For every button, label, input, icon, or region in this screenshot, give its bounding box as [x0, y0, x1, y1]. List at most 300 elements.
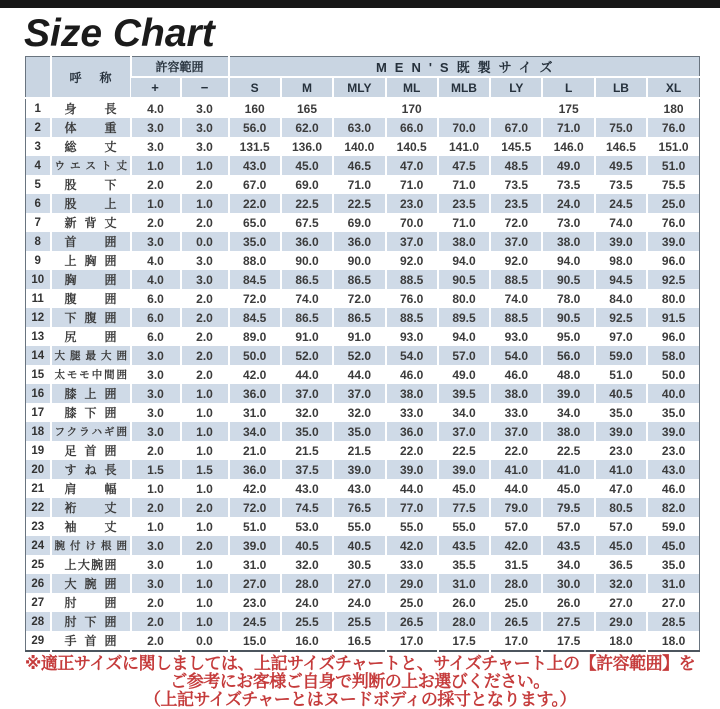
- size-value-ml: 33.0: [386, 403, 438, 422]
- size-value-xl: 40.0: [647, 384, 699, 403]
- table-row: [26, 308, 700, 327]
- row-number: 29: [31, 634, 45, 647]
- size-value-mlb: 57.0: [438, 346, 490, 365]
- size-value-mlb: 80.0: [438, 289, 490, 308]
- row-number: 5: [34, 178, 41, 191]
- tolerance-minus: 1.0: [181, 479, 229, 498]
- size-note-line-1: ※適正サイズに関しましては、上記サイズチャートと、サイズチャート上の【許容範囲】を: [24, 654, 696, 673]
- size-value-ly: 46.0: [490, 365, 542, 384]
- tolerance-minus: 2.0: [181, 213, 229, 232]
- size-value-lb: 39.0: [595, 422, 647, 441]
- size-value-mlb: 39.5: [438, 384, 490, 403]
- tolerance-plus: 3.0: [131, 118, 181, 137]
- size-value-xl: 82.0: [647, 498, 699, 517]
- header-minus: −: [181, 77, 229, 98]
- size-value-m: 36.0: [281, 232, 333, 251]
- size-value-s: 72.0: [229, 289, 281, 308]
- size-value-mly: 86.5: [333, 270, 385, 289]
- size-value-ml: 26.5: [386, 612, 438, 631]
- size-value-m: 32.0: [281, 403, 333, 422]
- tolerance-plus: 2.0: [131, 213, 181, 232]
- measurement-name: すね長: [51, 460, 131, 479]
- size-value-l: 95.0: [542, 327, 594, 346]
- size-value-mly: 44.0: [333, 365, 385, 384]
- tolerance-plus: 2.0: [131, 612, 181, 631]
- header-size-lb: LB: [595, 77, 647, 98]
- size-value-m: 62.0: [281, 118, 333, 137]
- measurement-name: 首囲: [51, 232, 131, 251]
- size-value-lb: 80.5: [595, 498, 647, 517]
- size-value-lb: 18.0: [595, 631, 647, 651]
- tolerance-minus: 1.0: [181, 422, 229, 441]
- size-value-s: 84.5: [229, 270, 281, 289]
- row-number: 19: [31, 444, 45, 457]
- size-value-mlb: 34.0: [438, 403, 490, 422]
- tolerance-plus: 3.0: [131, 536, 181, 555]
- size-value-ly: 38.0: [490, 384, 542, 403]
- tolerance-plus: 6.0: [131, 308, 181, 327]
- size-value-ly: 145.5: [490, 137, 542, 156]
- measurement-name: 胸囲: [51, 270, 131, 289]
- size-value-ly: 23.5: [490, 194, 542, 213]
- size-value-l: 38.0: [542, 422, 594, 441]
- size-value-lb: 75.0: [595, 118, 647, 137]
- size-value-s: 23.0: [229, 593, 281, 612]
- size-value-ly: 31.5: [490, 555, 542, 574]
- size-value-lb: 47.0: [595, 479, 647, 498]
- table-row: [26, 403, 700, 422]
- tolerance-minus: 1.0: [181, 555, 229, 574]
- tolerance-plus: 3.0: [131, 137, 181, 156]
- size-value-mlb: 28.0: [438, 612, 490, 631]
- size-value-ml: 23.0: [386, 194, 438, 213]
- size-value-mly: 71.0: [333, 175, 385, 194]
- size-value-mly: 40.5: [333, 536, 385, 555]
- size-value-lb: 32.0: [595, 574, 647, 593]
- tolerance-plus: 3.0: [131, 346, 181, 365]
- size-value-l: 26.0: [542, 593, 594, 612]
- size-value-xl: 76.0: [647, 213, 699, 232]
- size-value-l: 73.5: [542, 175, 594, 194]
- size-value-mlb: 23.5: [438, 194, 490, 213]
- header-row-groups: [26, 57, 700, 78]
- size-value-xl: 96.0: [647, 251, 699, 270]
- tolerance-plus: 2.0: [131, 175, 181, 194]
- size-value-l: 43.5: [542, 536, 594, 555]
- size-value-s: 39.0: [229, 536, 281, 555]
- size-value-ml: 54.0: [386, 346, 438, 365]
- size-value-mly: 46.5: [333, 156, 385, 175]
- size-value-s: 84.5: [229, 308, 281, 327]
- row-number: 15: [31, 368, 45, 381]
- tolerance-minus: 0.0: [181, 232, 229, 251]
- size-value-xl: 96.0: [647, 327, 699, 346]
- size-value-m: 86.5: [281, 270, 333, 289]
- size-value-mlb: 49.0: [438, 365, 490, 384]
- size-value-m: 32.0: [281, 555, 333, 574]
- row-number: 1: [34, 102, 41, 115]
- size-value-mlb: 55.0: [438, 517, 490, 536]
- header-size-mly: MLY: [333, 77, 385, 98]
- size-value-l: 57.0: [542, 517, 594, 536]
- tolerance-minus: 2.0: [181, 175, 229, 194]
- size-value-ml: 55.0: [386, 517, 438, 536]
- tolerance-plus: 3.0: [131, 232, 181, 251]
- table-row: [26, 327, 700, 346]
- size-value-s: 131.5: [229, 137, 281, 156]
- size-value-s: 160: [229, 98, 281, 118]
- tolerance-minus: 2.0: [181, 498, 229, 517]
- size-value-l: 39.0: [542, 384, 594, 403]
- tolerance-plus: 6.0: [131, 327, 181, 346]
- size-value-m: 44.0: [281, 365, 333, 384]
- table-row: [26, 289, 700, 308]
- size-value-ml: 93.0: [386, 327, 438, 346]
- size-value-xl: 25.0: [647, 194, 699, 213]
- size-value-lb: 51.0: [595, 365, 647, 384]
- size-value-xl: 58.0: [647, 346, 699, 365]
- measurement-name: 上大腕囲: [51, 555, 131, 574]
- page-title: Size Chart: [24, 12, 215, 55]
- size-value-ly: 54.0: [490, 346, 542, 365]
- size-value-mlb: 89.5: [438, 308, 490, 327]
- size-value-mlb: 26.0: [438, 593, 490, 612]
- table-row: [26, 498, 700, 517]
- size-value-lb: 29.0: [595, 612, 647, 631]
- size-value-mlb: 71.0: [438, 213, 490, 232]
- size-value-m: 67.5: [281, 213, 333, 232]
- table-row: [26, 460, 700, 479]
- size-value-mly: 25.5: [333, 612, 385, 631]
- size-value-mly: 55.0: [333, 517, 385, 536]
- size-value-l: 175: [542, 98, 594, 118]
- measurement-name: 股下: [51, 175, 131, 194]
- header-plus: +: [131, 77, 181, 98]
- table-row: [26, 536, 700, 555]
- size-value-m: 21.5: [281, 441, 333, 460]
- size-value-mlb: 38.0: [438, 232, 490, 251]
- measurement-name: 腕付け根囲: [51, 536, 131, 555]
- size-value-s: 42.0: [229, 479, 281, 498]
- size-value-ml: 70.0: [386, 213, 438, 232]
- tolerance-minus: 0.0: [181, 631, 229, 651]
- size-value-ml: 76.0: [386, 289, 438, 308]
- size-value-m: 25.5: [281, 612, 333, 631]
- size-value-ly: 25.0: [490, 593, 542, 612]
- size-value-xl: 76.0: [647, 118, 699, 137]
- size-value-lb: 23.0: [595, 441, 647, 460]
- size-value-ly: 26.5: [490, 612, 542, 631]
- size-value-m: 24.0: [281, 593, 333, 612]
- size-value-xl: 39.0: [647, 422, 699, 441]
- row-number: 27: [31, 596, 45, 609]
- size-value-ml: 39.0: [386, 460, 438, 479]
- tolerance-minus: 1.0: [181, 574, 229, 593]
- tolerance-minus: 1.0: [181, 593, 229, 612]
- size-value-s: 35.0: [229, 232, 281, 251]
- size-value-ml: 46.0: [386, 365, 438, 384]
- measurement-name: 肩幅: [51, 479, 131, 498]
- size-table-body: [26, 98, 700, 651]
- size-value-ml: 29.0: [386, 574, 438, 593]
- measurement-name: 身長: [51, 98, 131, 118]
- size-value-l: 27.5: [542, 612, 594, 631]
- size-value-s: 65.0: [229, 213, 281, 232]
- size-value-m: 136.0: [281, 137, 333, 156]
- size-value-s: 34.0: [229, 422, 281, 441]
- size-value-s: 43.0: [229, 156, 281, 175]
- size-value-lb: 24.5: [595, 194, 647, 213]
- measurement-name: 尻囲: [51, 327, 131, 346]
- size-value-mlb: 94.0: [438, 251, 490, 270]
- size-value-s: 51.0: [229, 517, 281, 536]
- size-value-lb: 27.0: [595, 593, 647, 612]
- size-value-ml: 17.0: [386, 631, 438, 651]
- size-value-lb: 98.0: [595, 251, 647, 270]
- size-value-m: 86.5: [281, 308, 333, 327]
- size-value-lb: 59.0: [595, 346, 647, 365]
- size-value-ly: [490, 98, 542, 118]
- measurement-name: 裄丈: [51, 498, 131, 517]
- size-value-l: 146.0: [542, 137, 594, 156]
- size-value-ly: 41.0: [490, 460, 542, 479]
- size-value-ly: 79.0: [490, 498, 542, 517]
- tolerance-plus: 1.0: [131, 517, 181, 536]
- size-value-ml: 44.0: [386, 479, 438, 498]
- size-value-mlb: 71.0: [438, 175, 490, 194]
- row-number: 2: [26, 118, 51, 137]
- size-value-lb: 94.5: [595, 270, 647, 289]
- header-sizes-group: MEN'S既製サイズ: [229, 57, 700, 78]
- size-value-m: 52.0: [281, 346, 333, 365]
- size-value-ly: 44.0: [490, 479, 542, 498]
- size-value-xl: 35.0: [647, 403, 699, 422]
- size-value-ly: 88.5: [490, 308, 542, 327]
- size-value-ly: 28.0: [490, 574, 542, 593]
- tolerance-plus: 1.5: [131, 460, 181, 479]
- tolerance-minus: 3.0: [181, 98, 229, 118]
- tolerance-plus: 2.0: [131, 631, 181, 651]
- size-value-mlb: [438, 98, 490, 118]
- table-row: [26, 175, 700, 194]
- measurement-name: 上胸囲: [51, 251, 131, 270]
- header-size-ml: ML: [386, 77, 438, 98]
- size-value-mlb: 77.5: [438, 498, 490, 517]
- size-value-l: 78.0: [542, 289, 594, 308]
- measurement-name: 大腕囲: [51, 574, 131, 593]
- size-value-mlb: 94.0: [438, 327, 490, 346]
- row-number: 21: [31, 482, 45, 495]
- size-value-mly: 21.5: [333, 441, 385, 460]
- measurement-name: 膝下囲: [51, 403, 131, 422]
- size-value-lb: 49.5: [595, 156, 647, 175]
- row-number: 7: [34, 216, 41, 229]
- size-value-mlb: 31.0: [438, 574, 490, 593]
- size-value-mly: 43.0: [333, 479, 385, 498]
- row-number: 25: [31, 558, 45, 571]
- size-value-xl: 91.5: [647, 308, 699, 327]
- size-value-lb: 36.5: [595, 555, 647, 574]
- size-value-ly: 74.0: [490, 289, 542, 308]
- size-value-m: 16.0: [281, 631, 333, 651]
- size-value-xl: 27.0: [647, 593, 699, 612]
- measurement-name: ウエスト丈: [51, 156, 131, 175]
- size-value-ml: 22.0: [386, 441, 438, 460]
- size-value-mlb: 90.5: [438, 270, 490, 289]
- tolerance-minus: 2.0: [181, 536, 229, 555]
- size-value-lb: 57.0: [595, 517, 647, 536]
- tolerance-minus: 3.0: [181, 118, 229, 137]
- table-row: [26, 346, 700, 365]
- size-value-l: 90.5: [542, 308, 594, 327]
- size-value-l: 30.0: [542, 574, 594, 593]
- size-value-ml: 92.0: [386, 251, 438, 270]
- row-number: 3: [34, 140, 41, 153]
- size-value-mly: 63.0: [333, 118, 385, 137]
- size-value-mlb: 47.5: [438, 156, 490, 175]
- table-row: [26, 194, 700, 213]
- tolerance-minus: 2.0: [181, 346, 229, 365]
- size-value-ly: 57.0: [490, 517, 542, 536]
- size-value-lb: 97.0: [595, 327, 647, 346]
- size-value-m: 35.0: [281, 422, 333, 441]
- row-number: 10: [26, 270, 51, 289]
- header-size-m: M: [281, 77, 333, 98]
- table-row: [26, 156, 700, 175]
- row-number: 14: [26, 346, 51, 365]
- size-value-ly: 17.0: [490, 631, 542, 651]
- table-row: [26, 251, 700, 270]
- measurement-name: 体重: [51, 118, 131, 137]
- size-value-l: 71.0: [542, 118, 594, 137]
- size-value-mly: 32.0: [333, 403, 385, 422]
- tolerance-plus: 1.0: [131, 479, 181, 498]
- size-value-ml: 88.5: [386, 270, 438, 289]
- size-value-lb: 92.5: [595, 308, 647, 327]
- size-value-mly: 86.5: [333, 308, 385, 327]
- size-value-l: 73.0: [542, 213, 594, 232]
- size-value-ml: 33.0: [386, 555, 438, 574]
- size-value-mly: 36.0: [333, 232, 385, 251]
- size-value-mlb: 70.0: [438, 118, 490, 137]
- size-value-ml: 77.0: [386, 498, 438, 517]
- size-value-s: 42.0: [229, 365, 281, 384]
- size-value-mly: 140.0: [333, 137, 385, 156]
- size-value-mly: 27.0: [333, 574, 385, 593]
- tolerance-minus: 1.0: [181, 517, 229, 536]
- size-value-l: 49.0: [542, 156, 594, 175]
- size-value-ml: 42.0: [386, 536, 438, 555]
- size-value-lb: 73.5: [595, 175, 647, 194]
- size-value-l: 24.0: [542, 194, 594, 213]
- size-value-s: 21.0: [229, 441, 281, 460]
- size-value-ly: 92.0: [490, 251, 542, 270]
- size-value-m: 165: [281, 98, 333, 118]
- measurement-name: 肘囲: [51, 593, 131, 612]
- header-size-l: L: [542, 77, 594, 98]
- measurement-name: 新背丈: [51, 213, 131, 232]
- tolerance-plus: 2.0: [131, 593, 181, 612]
- size-value-xl: 46.0: [647, 479, 699, 498]
- row-number: 23: [31, 520, 45, 533]
- size-value-xl: 92.5: [647, 270, 699, 289]
- size-note: [0, 655, 720, 709]
- size-value-s: 36.0: [229, 460, 281, 479]
- header-tolerance-group: 許容範囲: [131, 57, 229, 78]
- table-row: [26, 213, 700, 232]
- size-value-xl: 23.0: [647, 441, 699, 460]
- tolerance-minus: 1.0: [181, 441, 229, 460]
- size-value-mly: 91.0: [333, 327, 385, 346]
- size-note-line-2: ご参考にお客様ご自身で判断の上お選びください。: [170, 672, 550, 691]
- size-value-ly: 72.0: [490, 213, 542, 232]
- table-header: [26, 57, 700, 99]
- size-value-l: 34.0: [542, 555, 594, 574]
- size-value-xl: 50.0: [647, 365, 699, 384]
- measurement-name: 股上: [51, 194, 131, 213]
- size-value-s: 22.0: [229, 194, 281, 213]
- row-number: 12: [26, 308, 51, 327]
- table-row: [26, 98, 700, 118]
- table-row: [26, 631, 700, 651]
- size-value-s: 36.0: [229, 384, 281, 403]
- tolerance-minus: 1.0: [181, 384, 229, 403]
- table-row: [26, 593, 700, 612]
- size-value-ly: 37.0: [490, 422, 542, 441]
- size-value-mlb: 17.5: [438, 631, 490, 651]
- tolerance-plus: 6.0: [131, 289, 181, 308]
- row-number: 17: [31, 406, 45, 419]
- table-row: [26, 612, 700, 631]
- tolerance-minus: 3.0: [181, 270, 229, 289]
- size-value-s: 88.0: [229, 251, 281, 270]
- size-value-s: 15.0: [229, 631, 281, 651]
- row-number: 9: [34, 254, 41, 267]
- table-row: [26, 479, 700, 498]
- size-value-lb: [595, 98, 647, 118]
- tolerance-plus: 4.0: [131, 270, 181, 289]
- size-value-mly: 72.0: [333, 289, 385, 308]
- size-value-mly: 30.5: [333, 555, 385, 574]
- table-row: [26, 232, 700, 251]
- size-value-l: 45.0: [542, 479, 594, 498]
- size-value-m: 45.0: [281, 156, 333, 175]
- table-row: [26, 555, 700, 574]
- size-chart-table: [25, 56, 700, 652]
- tolerance-plus: 1.0: [131, 194, 181, 213]
- tolerance-minus: 3.0: [181, 137, 229, 156]
- size-value-ml: 36.0: [386, 422, 438, 441]
- size-value-mly: 16.5: [333, 631, 385, 651]
- size-value-m: 91.0: [281, 327, 333, 346]
- size-value-mly: 76.5: [333, 498, 385, 517]
- tolerance-minus: 2.0: [181, 327, 229, 346]
- table-row: [26, 270, 700, 289]
- size-value-ml: 71.0: [386, 175, 438, 194]
- size-value-xl: 45.0: [647, 536, 699, 555]
- size-value-l: 38.0: [542, 232, 594, 251]
- row-number: 18: [26, 422, 51, 441]
- size-value-l: 22.5: [542, 441, 594, 460]
- size-value-m: 22.5: [281, 194, 333, 213]
- size-value-mly: 69.0: [333, 213, 385, 232]
- row-number: 13: [31, 330, 45, 343]
- size-value-l: 48.0: [542, 365, 594, 384]
- size-value-s: 89.0: [229, 327, 281, 346]
- row-number: 11: [31, 292, 44, 305]
- size-value-lb: 84.0: [595, 289, 647, 308]
- measurement-name: 太モモ中間囲: [51, 365, 131, 384]
